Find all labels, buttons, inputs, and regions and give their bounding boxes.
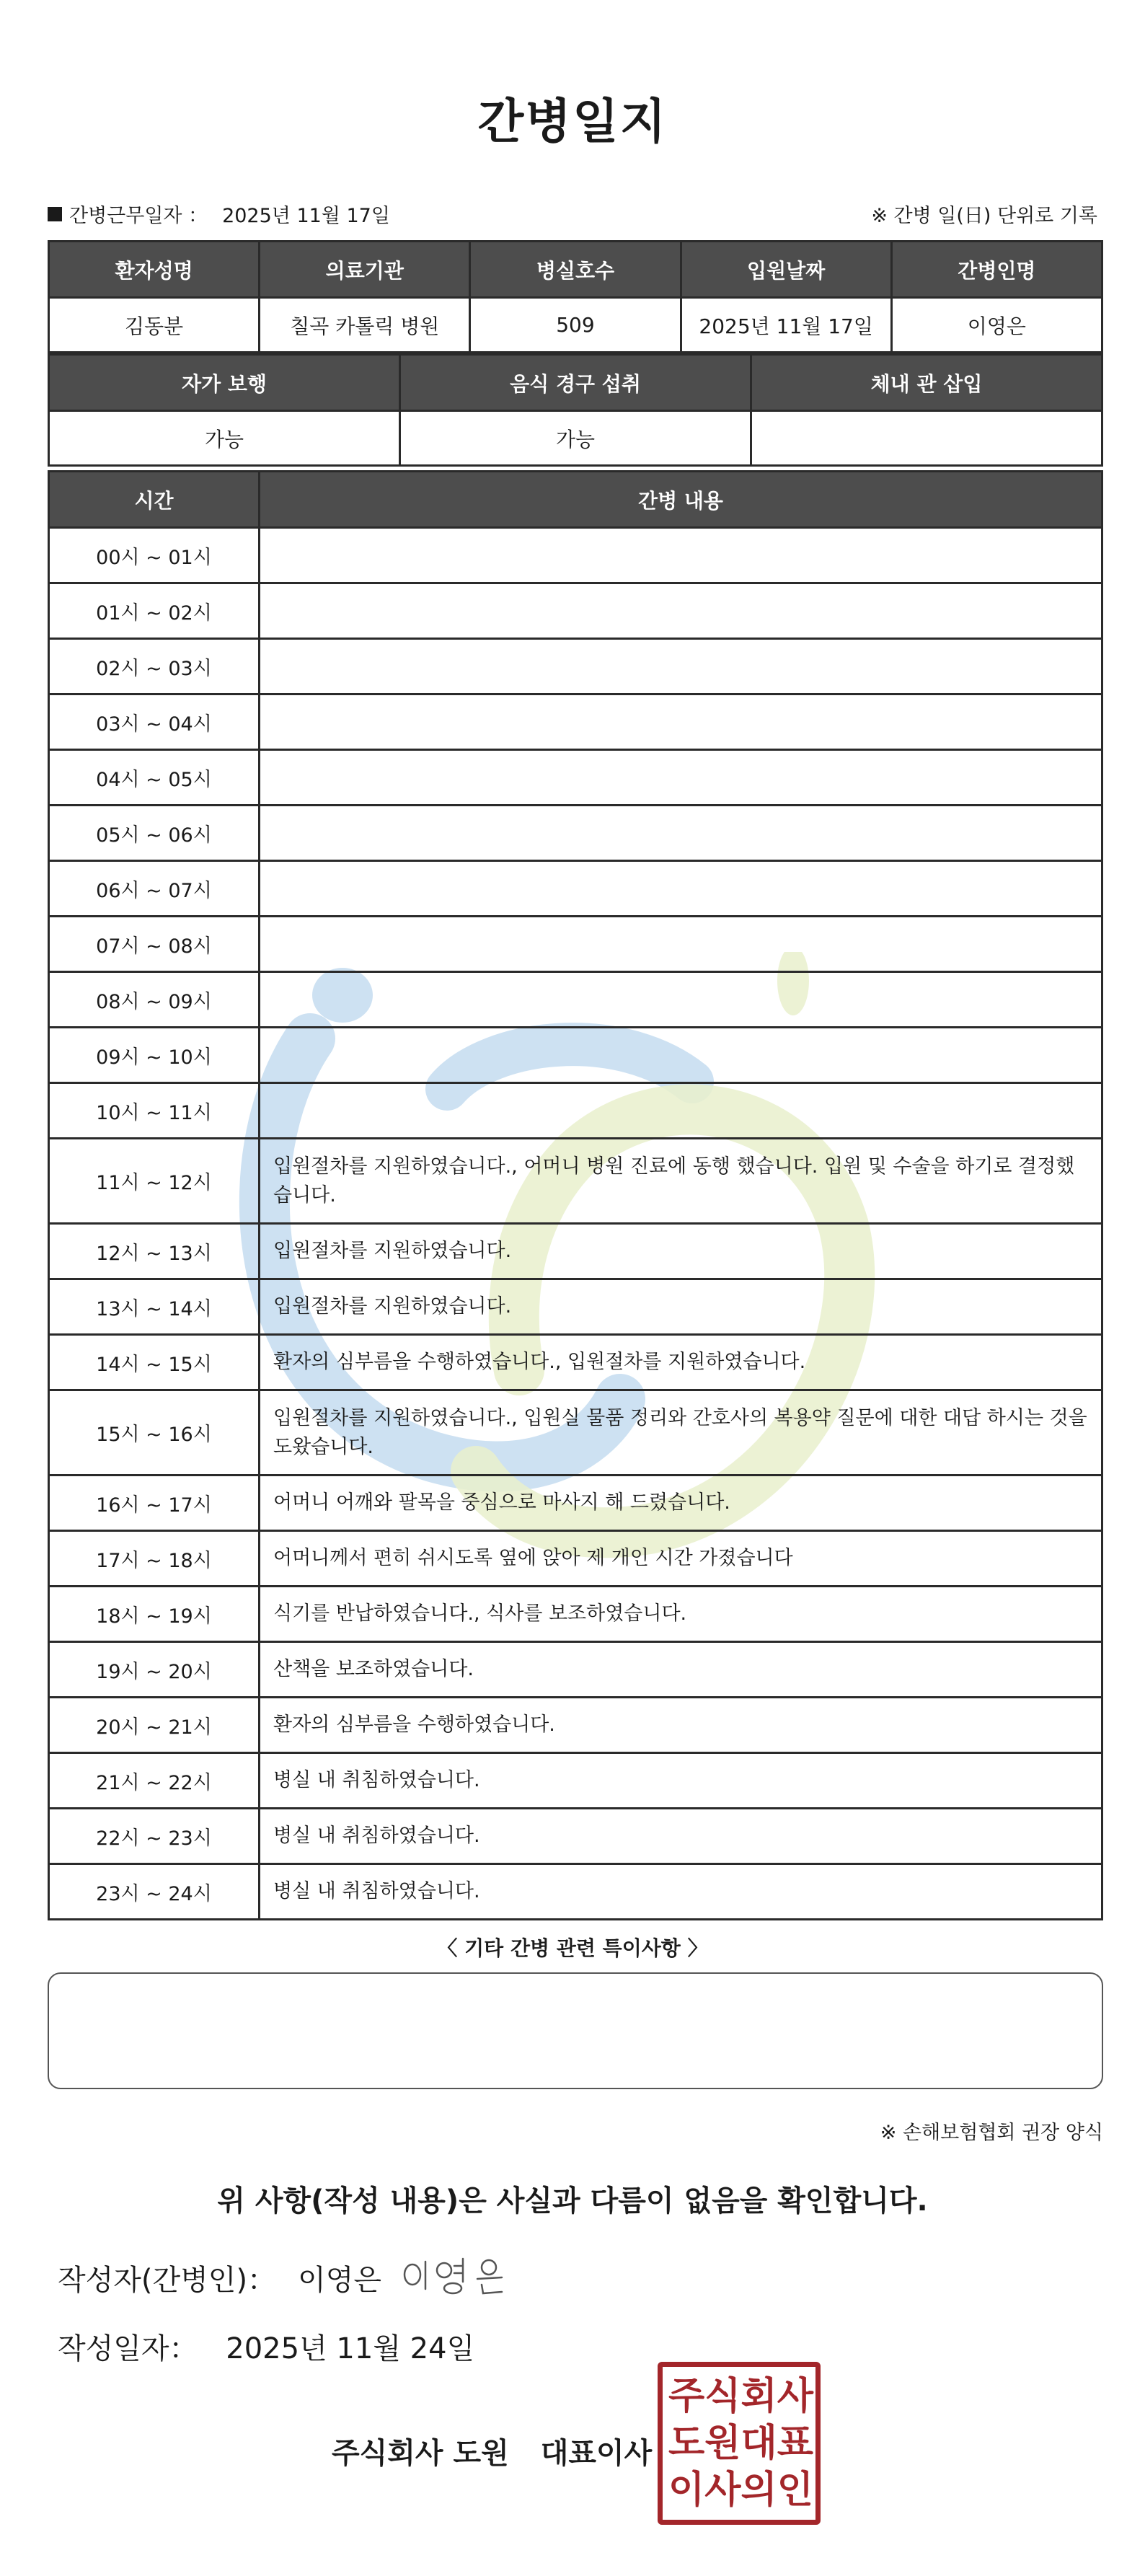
time-slot: 23시 ~ 24시 bbox=[49, 1864, 260, 1920]
table-row bbox=[49, 1083, 1102, 1139]
header-caregiver-name: 간병인명 bbox=[891, 242, 1102, 298]
care-note: 입원절차를 지원하였습니다., 어머니 병원 진료에 동행 했습니다. 입원 및 수술을 하기로 결정했습니다. bbox=[260, 1139, 1102, 1224]
care-note bbox=[260, 861, 1102, 917]
care-note: 환자의 심부름을 수행하였습니다. bbox=[260, 1698, 1102, 1753]
care-note: 병실 내 취침하였습니다. bbox=[260, 1809, 1102, 1864]
written-date-line bbox=[58, 2326, 474, 2367]
care-note bbox=[260, 528, 1102, 583]
work-date-label: 간병근무일자 ： bbox=[69, 205, 208, 227]
time-slot: 21시 ~ 22시 bbox=[49, 1753, 260, 1809]
square-bullet-icon bbox=[48, 207, 62, 221]
time-slot: 13시 ~ 14시 bbox=[49, 1279, 260, 1335]
record-note: ※ 간병 일(日) 단위로 기록 bbox=[871, 205, 1097, 227]
table-row bbox=[49, 972, 1102, 1028]
care-note: 입원절차를 지원하였습니다. bbox=[260, 1279, 1102, 1335]
source-note: ※ 손해보험협회 권장 양식 bbox=[880, 2122, 1103, 2144]
handwritten-signature bbox=[397, 2249, 519, 2299]
self-walking-value: 가능 bbox=[49, 411, 400, 466]
table-row bbox=[49, 1335, 1102, 1390]
care-note bbox=[260, 1083, 1102, 1139]
table-row bbox=[49, 1279, 1102, 1335]
table-row bbox=[49, 806, 1102, 861]
table-row bbox=[49, 528, 1102, 583]
table-row bbox=[49, 639, 1102, 694]
time-slot: 14시 ~ 15시 bbox=[49, 1335, 260, 1390]
time-slot: 22시 ~ 23시 bbox=[49, 1809, 260, 1864]
caregiver-name: 이영은 bbox=[891, 298, 1102, 353]
writer-line bbox=[58, 2257, 381, 2298]
special-notes-label: 〈 기타 간병 관련 특이사항 〉 bbox=[437, 1936, 708, 1960]
care-note bbox=[260, 972, 1102, 1028]
header-time: 시간 bbox=[49, 472, 260, 528]
time-slot: 15시 ~ 16시 bbox=[49, 1390, 260, 1476]
care-note: 식기를 반납하였습니다., 식사를 보조하였습니다. bbox=[260, 1587, 1102, 1642]
hospital-name: 칠곡 카톨릭 병원 bbox=[260, 298, 470, 353]
work-date-line bbox=[48, 200, 390, 228]
patient-status-table bbox=[48, 353, 1103, 467]
time-slot: 05시 ~ 06시 bbox=[49, 806, 260, 861]
table-row bbox=[49, 1531, 1102, 1587]
care-note bbox=[260, 750, 1102, 806]
care-log-table bbox=[48, 470, 1103, 1920]
table-row bbox=[49, 861, 1102, 917]
page-title: 간병일지 bbox=[477, 94, 668, 149]
representative-label: 대표이사 bbox=[540, 2437, 653, 2470]
header-hospital: 의료기관 bbox=[260, 242, 470, 298]
table-row bbox=[49, 1390, 1102, 1476]
tube-insertion-value bbox=[751, 411, 1102, 466]
table-row bbox=[49, 750, 1102, 806]
oral-intake-value: 가능 bbox=[400, 411, 751, 466]
admission-date: 2025년 11월 17일 bbox=[681, 298, 891, 353]
table-row bbox=[49, 583, 1102, 639]
header-self-walking: 자가 보행 bbox=[49, 355, 400, 411]
care-note bbox=[260, 639, 1102, 694]
table-row bbox=[49, 1224, 1102, 1279]
written-date-label: 작성일자： bbox=[58, 2332, 198, 2365]
time-slot: 03시 ~ 04시 bbox=[49, 694, 260, 750]
header-care-content: 간병 내용 bbox=[260, 472, 1102, 528]
time-slot: 02시 ~ 03시 bbox=[49, 639, 260, 694]
care-note: 입원절차를 지원하였습니다. bbox=[260, 1224, 1102, 1279]
time-slot: 19시 ~ 20시 bbox=[49, 1642, 260, 1698]
time-slot: 10시 ~ 11시 bbox=[49, 1083, 260, 1139]
care-note: 어머니 어깨와 팔목을 중심으로 마사지 해 드렸습니다. bbox=[260, 1476, 1102, 1531]
header-admission-date: 입원날짜 bbox=[681, 242, 891, 298]
table-row bbox=[49, 1698, 1102, 1753]
table-row bbox=[49, 1864, 1102, 1920]
care-note: 입원절차를 지원하였습니다., 입원실 물품 정리와 간호사의 복용약 질문에 대한 대답 하시는 것을 도왔습니다. bbox=[260, 1390, 1102, 1476]
header-patient-name: 환자성명 bbox=[49, 242, 260, 298]
company-name: 주식회사 도원 bbox=[332, 2437, 509, 2470]
table-row bbox=[49, 1809, 1102, 1864]
time-slot: 20시 ~ 21시 bbox=[49, 1698, 260, 1753]
time-slot: 01시 ~ 02시 bbox=[49, 583, 260, 639]
header-oral-intake: 음식 경구 섭취 bbox=[400, 355, 751, 411]
time-slot: 09시 ~ 10시 bbox=[49, 1028, 260, 1083]
patient-name: 김동분 bbox=[49, 298, 260, 353]
work-date-value: 2025년 11월 17일 bbox=[222, 205, 390, 227]
care-note: 병실 내 취침하였습니다. bbox=[260, 1864, 1102, 1920]
time-slot: 17시 ~ 18시 bbox=[49, 1531, 260, 1587]
table-row bbox=[49, 1139, 1102, 1224]
care-note bbox=[260, 806, 1102, 861]
writer-label: 작성자(간병인)： bbox=[58, 2264, 277, 2297]
care-note bbox=[260, 583, 1102, 639]
header-room-number: 병실호수 bbox=[470, 242, 681, 298]
time-slot: 04시 ~ 05시 bbox=[49, 750, 260, 806]
patient-info-table bbox=[48, 240, 1103, 353]
company-seal-stamp: 주 식 회 사 도 원 대 표 이 사 의 인 bbox=[658, 2362, 821, 2525]
table-row bbox=[49, 917, 1102, 972]
written-date-value: 2025년 11월 24일 bbox=[226, 2332, 475, 2365]
time-slot: 06시 ~ 07시 bbox=[49, 861, 260, 917]
care-note bbox=[260, 917, 1102, 972]
time-slot: 18시 ~ 19시 bbox=[49, 1587, 260, 1642]
table-row bbox=[49, 1642, 1102, 1698]
care-note: 병실 내 취침하였습니다. bbox=[260, 1753, 1102, 1809]
time-slot: 08시 ~ 09시 bbox=[49, 972, 260, 1028]
care-note: 산책을 보조하였습니다. bbox=[260, 1642, 1102, 1698]
writer-name: 이영은 bbox=[298, 2264, 381, 2297]
time-slot: 12시 ~ 13시 bbox=[49, 1224, 260, 1279]
time-slot: 00시 ~ 01시 bbox=[49, 528, 260, 583]
table-row bbox=[49, 1028, 1102, 1083]
care-note bbox=[260, 694, 1102, 750]
table-row bbox=[49, 1476, 1102, 1531]
care-note bbox=[260, 1028, 1102, 1083]
company-line bbox=[332, 2430, 652, 2471]
time-slot: 07시 ~ 08시 bbox=[49, 917, 260, 972]
header-tube-insertion: 체내 관 삽입 bbox=[751, 355, 1102, 411]
care-note: 환자의 심부름을 수행하였습니다., 입원절차를 지원하였습니다. bbox=[260, 1335, 1102, 1390]
care-note: 어머니께서 편히 쉬시도록 옆에 앉아 제 개인 시간 가졌습니다 bbox=[260, 1531, 1102, 1587]
special-notes-box bbox=[48, 1972, 1103, 2089]
table-row bbox=[49, 694, 1102, 750]
room-number: 509 bbox=[470, 298, 681, 353]
time-slot: 11시 ~ 12시 bbox=[49, 1139, 260, 1224]
table-row bbox=[49, 1587, 1102, 1642]
time-slot: 16시 ~ 17시 bbox=[49, 1476, 260, 1531]
table-row bbox=[49, 1753, 1102, 1809]
confirmation-statement: 위 사항(작성 내용)은 사실과 다름이 없음을 확인합니다. bbox=[217, 2184, 928, 2218]
